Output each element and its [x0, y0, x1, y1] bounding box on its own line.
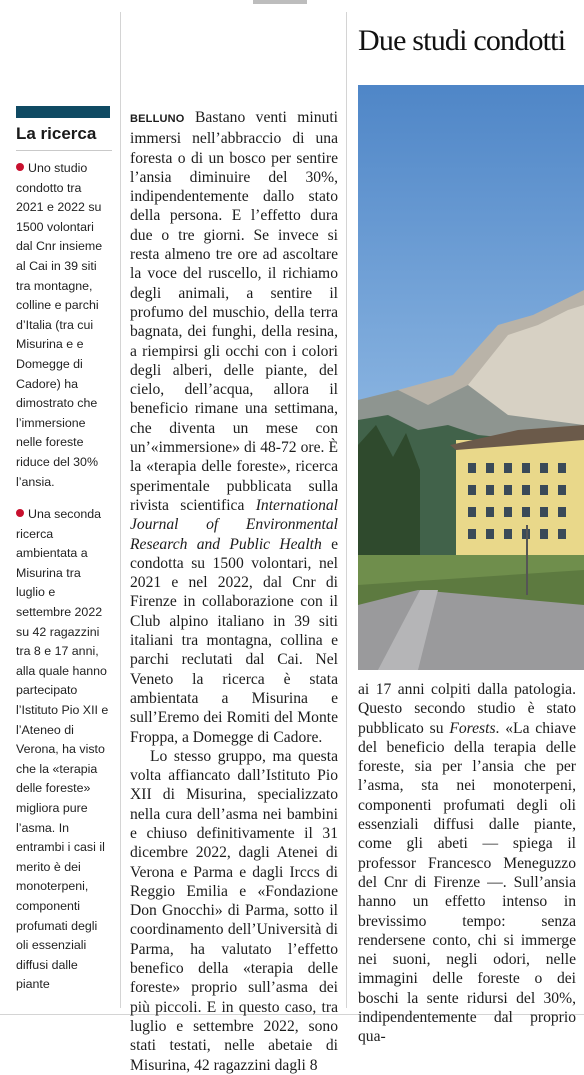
- sidebar-box: [16, 106, 112, 1008]
- mountain-hotel-photo: [358, 85, 584, 670]
- article-column-2: [358, 680, 576, 1047]
- paragraph-text: . «La chiave del beneficio della terapia delle foreste, sia per l’ansia che per l’asma, sta nei monoterpeni, componenti profumati degli oli essenziali diffusi dalle piante, come gli abeti — spiega il professor Francesco Meneguzzo del Cnr di Firenze —. Sull’ansia hanno un effetto intenso in brevissimo tempo: senza rendersene conto, chi si immerge nei suoni, negli odori, nelle immagini delle foreste o dei boschi la sente ridursi del 30%, indipendentemente dal proprio qua-: [358, 719, 576, 1046]
- column-divider-left: [120, 12, 121, 1008]
- paragraph-text: e condotta su 1500 volontari, nel 2021 e nel 2022, dal Cnr di Firenze in collaborazione con il Club alpino italiano in 39 siti italiani tra montagna, collina e parchi reclutati dal Cai. Nel Veneto la ricerca è stata ambientata a Misurina e sull’Eremo dei Romiti del Monte Froppa, a Domegge di Cadore.: [130, 535, 338, 746]
- article-paragraph: [358, 680, 576, 1047]
- column-divider-right: [346, 12, 347, 1008]
- sidebar-title: La ricerca: [16, 124, 112, 151]
- dateline: BELLUNO: [130, 113, 185, 125]
- bullet-icon: [16, 509, 24, 517]
- sidebar-item-text: Una seconda ricerca ambientata a Misurina tra luglio e settembre 2022 su 42 ragazzini tra 8 e 17 anni, alla quale hanno partecipato l’Istituto Pio XII e l’Ateneo di Verona, ha visto che la «terapia delle foreste» migliora pure l’asma. In entrambi i casi il merito è dei monoterpeni, componenti profumati degli oli essenziali diffusi dalle piante: [16, 507, 109, 992]
- article-paragraph: [130, 108, 338, 747]
- article-headline: Due studi condotti: [358, 24, 566, 57]
- sidebar-item: [16, 159, 112, 492]
- sidebar-item-text: Uno studio condotto tra 2021 e 2022 su 1500 volontari dal Cnr insieme al Cai in 39 siti tra montagne, colline e parchi d’Italia (tra cui Misurina e e Domegge di Cadore) ha dimostrato che l’immersione nelle foreste riduce del 30% l’ansia.: [16, 161, 103, 489]
- journal-name: International Journal of Environmental Research and Public Health: [130, 496, 338, 553]
- journal-name: Forests: [449, 719, 496, 737]
- bullet-icon: [16, 163, 24, 171]
- paragraph-text: Bastano venti minuti immersi nell’abbraccio di una foresta o di un bosco per sentire l’ansia diminuire del 30%, indipendentemente dallo stato della persona. E l’effetto dura due o tre giorni. Se invece si resta almeno tre ore ad ascoltare la voce del ruscello, il richiamo degli animali, a sentire il profumo del muschio, della terra bagnata, dei funghi, della resina, a riempirsi gli occhi con i colori degli alberi, delle piante, del cielo, dell’acqua, allora il beneficio rimane una settimana, che diventa un mese con un’«immersione» di 48-72 ore. È la «terapia delle foreste», ricerca sperimentale pubblicata sulla rivista scientifica: [130, 109, 338, 514]
- sidebar-item: [16, 505, 112, 995]
- page-tab: [253, 0, 307, 4]
- paragraph-text: ai 17 anni colpiti dalla patologia. Questo secondo studio è stato pubblicato su: [358, 681, 576, 737]
- sidebar-accent-bar: [16, 106, 110, 118]
- article-paragraph: Lo stesso gruppo, ma questa volta affiancato dall’Istituto Pio XII di Misurina, specializzato nella cura dell’asma nei bambini e chiuso definitivamente il 31 dicembre 2022, dagli Atenei di Verona e Parma e dagli Irccs di Reggio Emilia e «Fondazione Don Gnocchi» di Parma, sotto il coordinamento dell’Università di Parma, ha valutato l’effetto benefico della «terapia delle foreste» proprio sull’asma dei più piccoli. E in questo caso, tra luglio e settembre 2022, sono stati testati, nelle abetaie di Misurina, 42 ragazzini dagli 8: [130, 747, 338, 1074]
- article-column-1: [130, 108, 338, 1075]
